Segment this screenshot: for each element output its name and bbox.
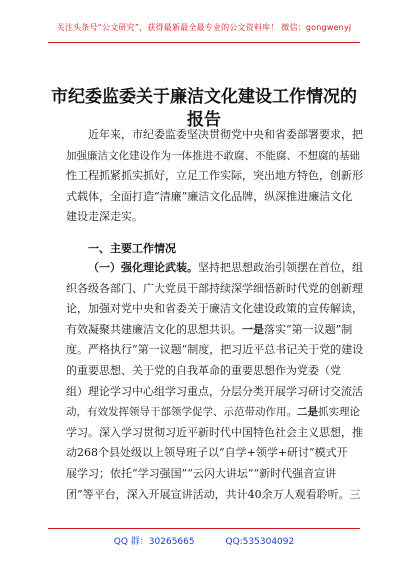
intro-line: 加强廉洁文化建设作为一体推进不敢腐、不能腐、不想腐的基础 [66, 149, 360, 162]
section-heading: 一、主要工作情况 [88, 242, 176, 255]
body-line [66, 402, 366, 423]
intro-line: 建设走深走实。 [66, 210, 143, 224]
title-line-1: 市纪委监委关于廉洁文化建设工作情况的 [51, 87, 357, 107]
body-line: 学习。深入学习贯彻习近平新时代中国特色社会主义思想，推 [66, 425, 363, 439]
header-divider [48, 42, 360, 43]
footer [0, 534, 408, 547]
intro-line: 近年来，市纪委监委坚决贯彻党中央和省委部署要求，把 [88, 128, 363, 141]
point-marker: 二是 [297, 406, 318, 419]
title-line-2: 报告 [187, 110, 221, 130]
footer-divider [48, 528, 360, 529]
body-text: 抓实理论 [318, 406, 360, 419]
subsection-heading: （一）强化理论武装。 [88, 261, 198, 274]
intro-line: 性工程抓紧抓实抓好，立足工作实际，突出地方特色，创新形 [66, 169, 363, 183]
body-line [66, 258, 366, 279]
body-text: 落实“第一议题”制 [264, 322, 353, 336]
body-text: 动，有效发挥领导干部领学促学、示范带动作用。 [66, 406, 297, 419]
footer-qq-contact: QQ:535304092 [225, 537, 295, 547]
body-line: 论，加强对党中央和省委关于廉洁文化建设政策的宣传解读， [66, 302, 363, 316]
body-line: 度。严格执行“第一议题”制度，把习近平总书记关于党的建设 [66, 343, 364, 357]
body-text: 有效凝聚共建廉洁文化的思想共识。 [66, 322, 242, 336]
body-line: 展学习；依托“学习强国”“云闪大讲坛”“新时代强音宣讲 [66, 466, 337, 480]
footer-qq-group: QQ 群：30265665 [113, 537, 195, 547]
body-paragraph [66, 258, 366, 505]
header-banner: 关注头条号“公文研究”，获得最新最全最专业的公文资料库！ 微信：gongwenyj [56, 23, 352, 32]
body-text: 坚持把思想政治引领摆在首位，组 [198, 261, 363, 274]
body-line: 的重要思想、关于党的自我革命的重要思想作为党委（党 [66, 363, 341, 377]
body-line: 组）理论学习中心组学习重点，分层分类开展学习研讨交流活 [66, 384, 363, 398]
body-line: 团”等平台，深入开展宣讲活动，共计40余万人观看聆听。三 [66, 487, 361, 501]
intro-paragraph [66, 125, 366, 228]
point-marker: 一是 [242, 322, 264, 336]
body-line: 动268个县处级以上领导班子以“自学+领学+研讨”模式开 [66, 446, 348, 460]
body-line: 织各级各部门、广大党员干部持续深学细悟新时代党的创新理 [66, 281, 363, 295]
body-line [66, 320, 366, 341]
intro-line: 式载体，全面打造“清廉”廉洁文化品牌，纵深推进廉洁文化 [66, 189, 353, 203]
